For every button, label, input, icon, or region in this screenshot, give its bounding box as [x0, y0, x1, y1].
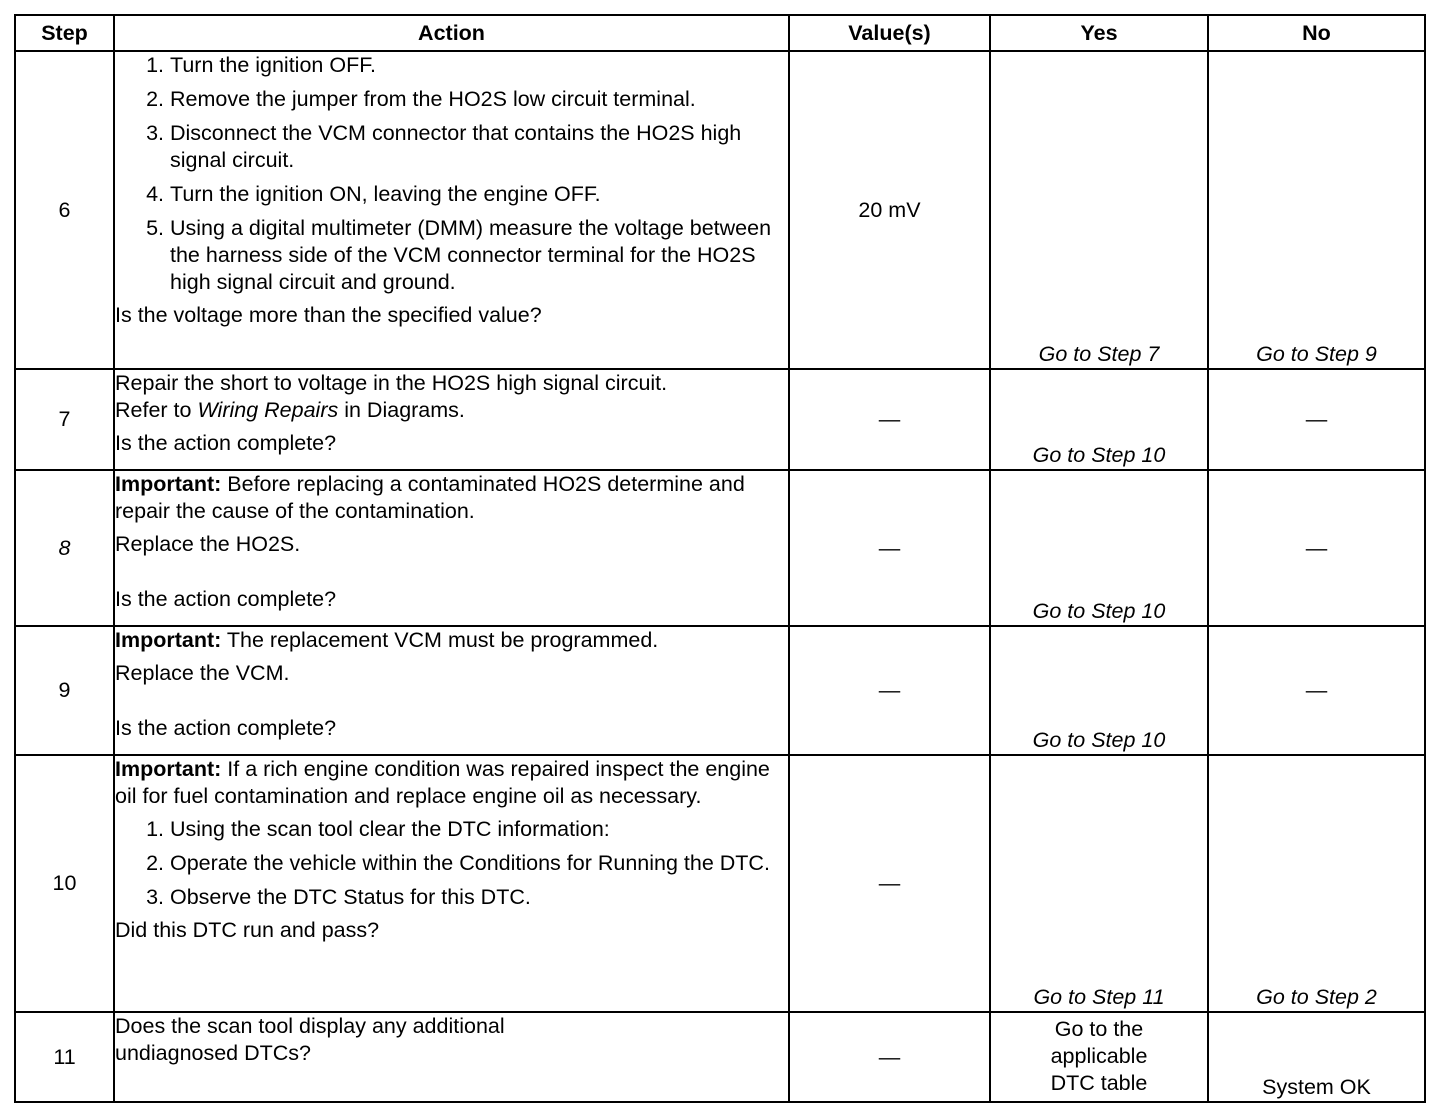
- header-values: Value(s): [789, 15, 990, 51]
- table-row-step-7: [15, 369, 1425, 470]
- go-to-link[interactable]: Go to Step 11: [1033, 985, 1165, 1009]
- header-step: Step: [15, 15, 114, 51]
- procedure-list: [115, 52, 788, 296]
- step-number: 6: [15, 51, 114, 369]
- question-text-line-2: undiagnosed DTCs?: [115, 1041, 312, 1065]
- go-to-link[interactable]: Go to Step 10: [1032, 728, 1166, 752]
- step-number: 10: [15, 755, 114, 1012]
- diagnostic-table: [14, 14, 1426, 1103]
- important-label: Important:: [115, 757, 222, 781]
- table-row-step-8: [15, 470, 1425, 626]
- yes-cell: [990, 369, 1208, 470]
- question-text: Is the action complete?: [115, 716, 337, 740]
- list-item: 1. Using the scan tool clear the DTC information:: [170, 816, 788, 843]
- yes-cell: [990, 1012, 1208, 1102]
- important-note: [115, 756, 788, 810]
- no-cell: —: [1208, 369, 1425, 470]
- value-cell: 20 mV: [789, 51, 990, 369]
- go-to-link[interactable]: Go to Step 2: [1256, 985, 1377, 1009]
- step-number: 9: [15, 626, 114, 755]
- question-text: Is the action complete?: [115, 431, 337, 455]
- table-row-step-6: [15, 51, 1425, 369]
- value-cell: —: [789, 369, 990, 470]
- header-row: [15, 15, 1425, 51]
- reference-prefix: Refer to: [115, 398, 198, 422]
- go-to-link[interactable]: Go to Step 10: [1032, 599, 1166, 623]
- important-text: If a rich engine condition was repaired inspect the engine oil for fuel contamination and replace engine oil as necessary.: [115, 757, 770, 808]
- table-row-step-11: [15, 1012, 1425, 1102]
- question-text: Did this DTC run and pass?: [115, 918, 380, 942]
- question-text-line-1: Does the scan tool display any additional: [115, 1014, 505, 1038]
- value-cell: —: [789, 1012, 990, 1102]
- list-item: 4. Turn the ignition ON, leaving the engine OFF.: [170, 181, 788, 208]
- important-note: [115, 471, 788, 525]
- header-action: Action: [114, 15, 789, 51]
- spacer: [115, 558, 788, 580]
- instruction-text: Replace the VCM.: [115, 661, 290, 685]
- yes-cell: [990, 51, 1208, 369]
- no-cell: [1208, 51, 1425, 369]
- instruction-text: Replace the HO2S.: [115, 532, 301, 556]
- question-text: Is the voltage more than the specified value?: [115, 303, 542, 327]
- value-cell: —: [789, 755, 990, 1012]
- action-cell: [114, 51, 789, 369]
- important-note: [115, 627, 788, 654]
- important-label: Important:: [115, 628, 222, 652]
- step-number: 7: [15, 369, 114, 470]
- go-to-link[interactable]: Go to Step 9: [1256, 342, 1377, 366]
- header-yes: Yes: [990, 15, 1208, 51]
- reference-text: [115, 397, 788, 424]
- list-item: 3. Observe the DTC Status for this DTC.: [170, 884, 788, 911]
- no-cell: [1208, 755, 1425, 1012]
- important-text: The replacement VCM must be programmed.: [221, 628, 659, 652]
- header-no: No: [1208, 15, 1425, 51]
- reference-suffix: in Diagrams.: [338, 398, 465, 422]
- question-text: Is the action complete?: [115, 587, 337, 611]
- table-row-step-10: [15, 755, 1425, 1012]
- table-row-step-9: [15, 626, 1425, 755]
- no-cell: —: [1208, 626, 1425, 755]
- list-item: 1. Turn the ignition OFF.: [170, 52, 788, 79]
- action-cell: [114, 369, 789, 470]
- yes-text-line-3: DTC table: [1050, 1071, 1148, 1095]
- value-cell: —: [789, 626, 990, 755]
- wiring-repairs-link[interactable]: Wiring Repairs: [197, 398, 339, 422]
- value-cell: —: [789, 470, 990, 626]
- action-cell: [114, 626, 789, 755]
- no-cell: —: [1208, 470, 1425, 626]
- spacer: [115, 687, 788, 709]
- list-item: 2. Remove the jumper from the HO2S low circuit terminal.: [170, 86, 788, 113]
- go-to-link[interactable]: Go to Step 10: [1032, 443, 1166, 467]
- step-number: 8: [15, 470, 114, 626]
- important-label: Important:: [115, 472, 222, 496]
- yes-cell: [990, 626, 1208, 755]
- list-item: 3. Disconnect the VCM connector that contains the HO2S high signal circuit.: [170, 120, 788, 174]
- important-text: Before replacing a contaminated HO2S determine and repair the cause of the contamination.: [115, 472, 745, 523]
- action-cell: [114, 470, 789, 626]
- step-number: 11: [15, 1012, 114, 1102]
- instruction-text: Repair the short to voltage in the HO2S high signal circuit.: [115, 371, 668, 395]
- procedure-list: [115, 816, 788, 911]
- no-cell: System OK: [1208, 1012, 1425, 1102]
- go-to-link[interactable]: Go to Step 7: [1038, 342, 1160, 366]
- action-cell: [114, 1012, 789, 1102]
- action-cell: [114, 755, 789, 1012]
- yes-cell: [990, 470, 1208, 626]
- yes-text-line-2: applicable: [1050, 1044, 1148, 1068]
- list-item: 5. Using a digital multimeter (DMM) measure the voltage between the harness side of the VCM connector terminal for the HO2S high signal circuit and ground.: [170, 215, 788, 296]
- yes-text-line-1: Go to the: [1054, 1017, 1144, 1041]
- yes-cell: [990, 755, 1208, 1012]
- list-item: 2. Operate the vehicle within the Conditions for Running the DTC.: [170, 850, 788, 877]
